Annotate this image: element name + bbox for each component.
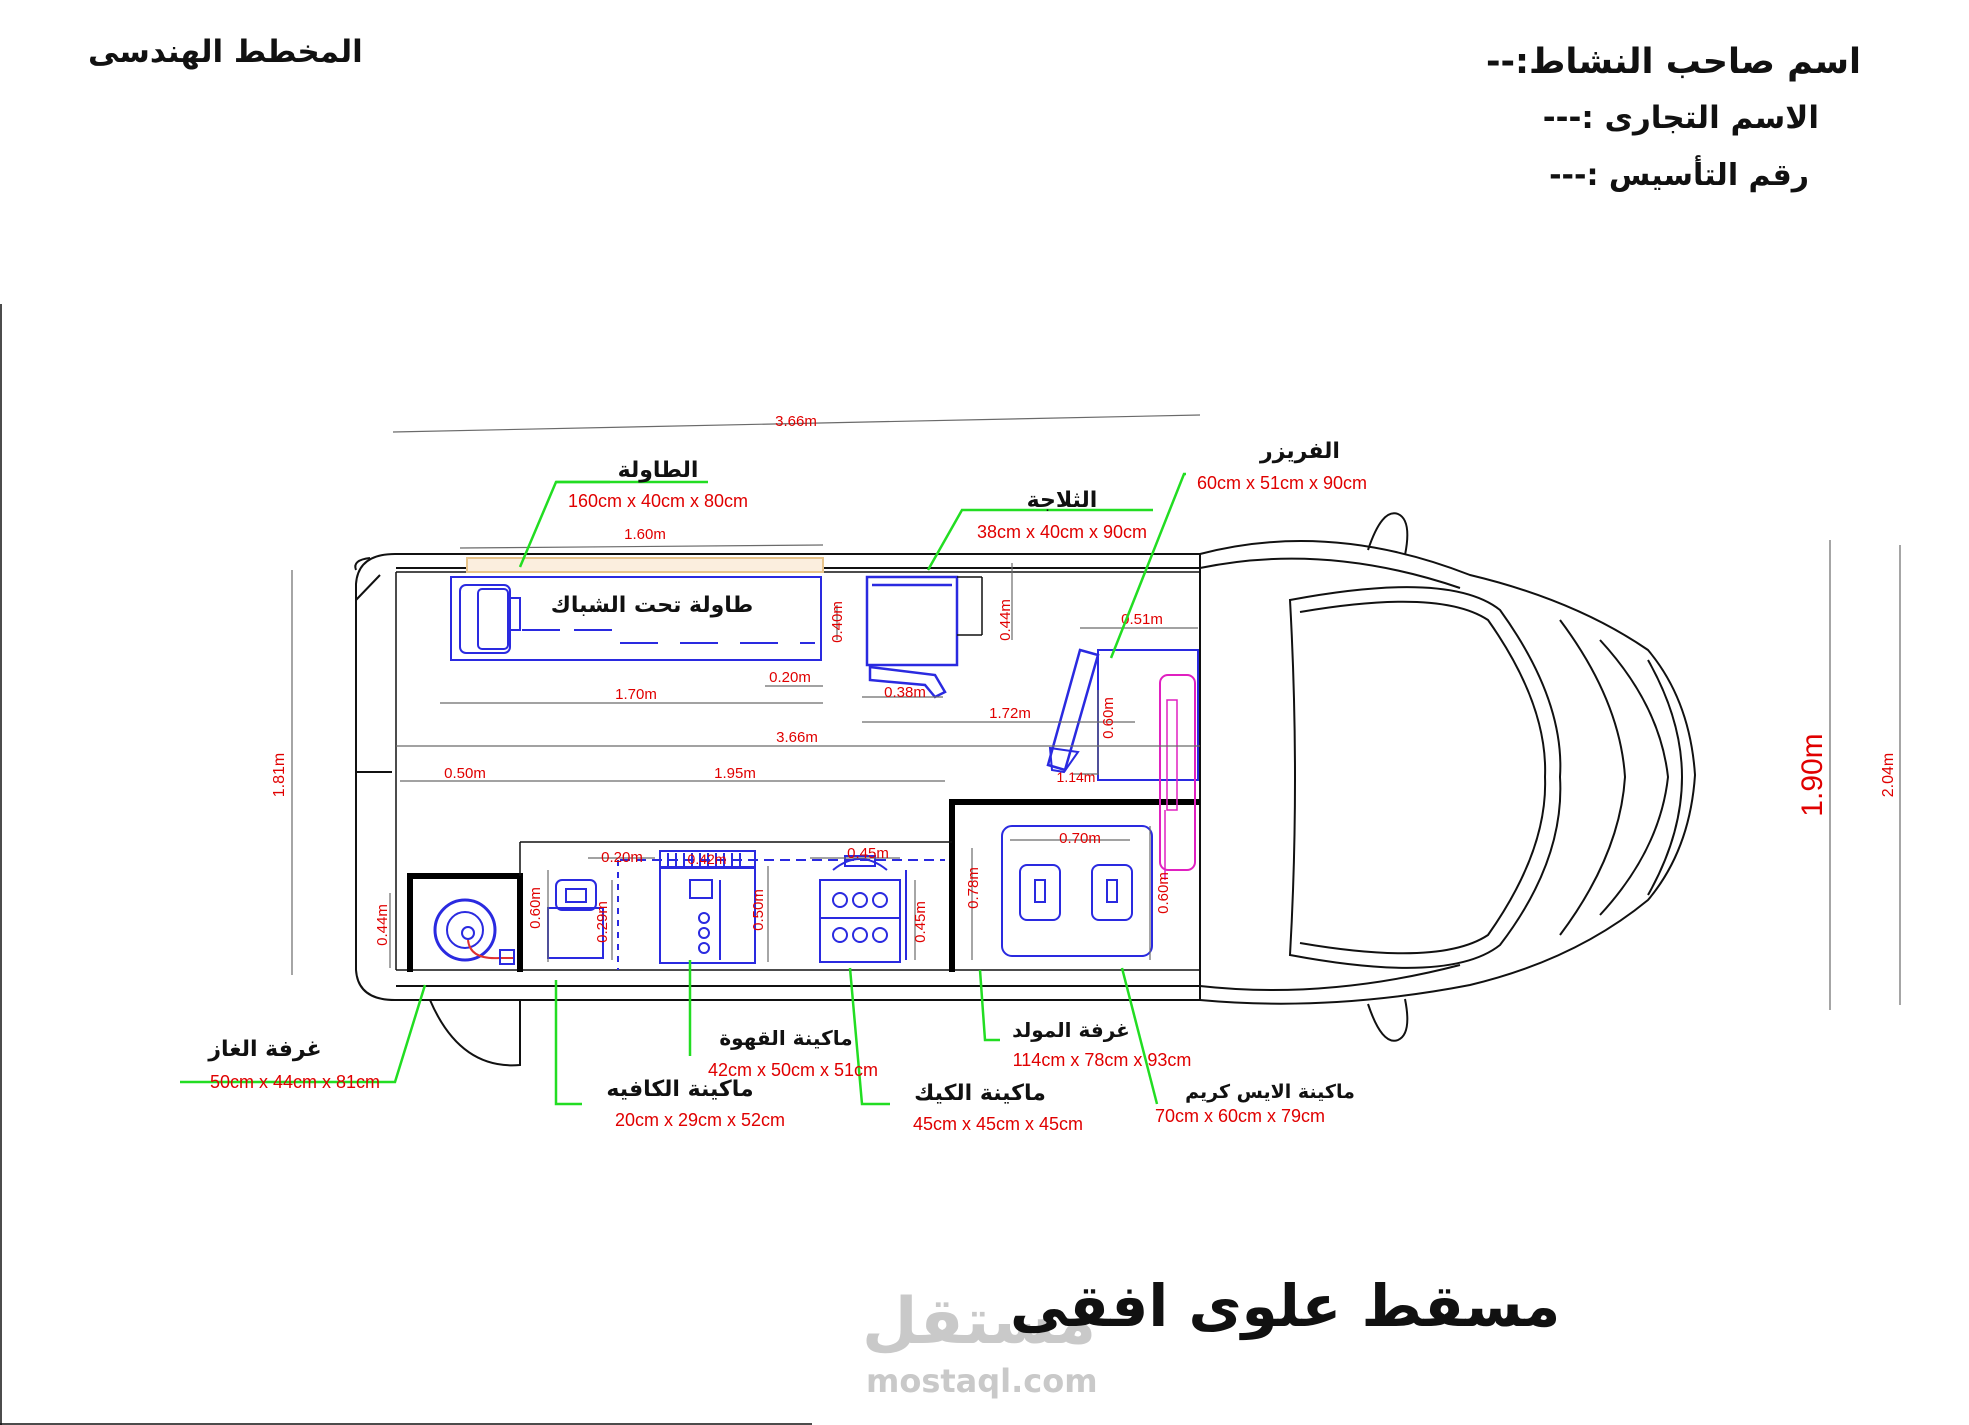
dim-freezer-width: 0.51m <box>1121 611 1163 628</box>
coffee-machine-name-label: ماكينة القهوة <box>719 1026 853 1050</box>
dim-cafe-width: 0.20m <box>601 849 643 866</box>
drawing-title: المخطط الهندسى <box>88 34 363 70</box>
dim-interior-width-right: 1.90m <box>1796 733 1829 817</box>
dim-seg-195: 1.95m <box>714 765 756 782</box>
dim-freezer-offset: 1.14m <box>1056 769 1096 785</box>
fridge-name-label: الثلاجة <box>1026 488 1098 513</box>
trade-name-line: الاسم التجارى :--- <box>1542 100 1819 136</box>
dim-gap-top: 0.20m <box>769 669 811 686</box>
dim-cafe-height: 0.29m <box>594 901 611 943</box>
freezer-size-label: 60cm x 51cm x 90cm <box>1196 473 1368 493</box>
dim-gas-depth: 0.44m <box>374 904 391 946</box>
dim-run-172: 1.72m <box>989 705 1031 722</box>
dim-seg-050: 0.50m <box>444 765 486 782</box>
table-name-label: الطاولة <box>617 458 699 483</box>
dim-overall-length-mid: 3.66m <box>776 729 818 746</box>
dim-icecream-width: 0.70m <box>1059 830 1101 847</box>
dim-cafe-depth: 0.60m <box>527 887 544 929</box>
dim-overall-width: 2.04m <box>1880 752 1897 798</box>
watermark-latin: mostaql.com <box>866 1362 1098 1400</box>
coffee-machine-unit <box>620 851 945 963</box>
dim-coffee-width: 0.42m <box>687 851 727 867</box>
coffee-machine-size-label: 42cm x 50cm x 51cm <box>707 1060 879 1080</box>
icecream-machine-size-label: 70cm x 60cm x 79cm <box>1154 1106 1326 1126</box>
cake-machine-size-label: 45cm x 45cm x 45cm <box>912 1114 1084 1134</box>
dim-table-length: 1.60m <box>624 526 666 543</box>
table-inner-label: طاولة تحت الشباك <box>550 593 754 618</box>
cafe-machine-name-label: ماكينة الكافيه <box>606 1077 754 1102</box>
dim-cake-width: 0.45m <box>847 845 889 862</box>
dim-fridge-width: 0.38m <box>884 684 926 701</box>
dim-interior-width-left: 1.81m <box>271 752 288 798</box>
fridge-unit <box>867 577 982 697</box>
dim-freezer-depth: 0.60m <box>1100 697 1117 739</box>
watermark-arabic: مستقل <box>862 1285 1097 1359</box>
dim-overall-length-top: 3.66m <box>775 413 817 430</box>
dim-table-depth: 0.40m <box>829 601 846 643</box>
dim-fridge-depth: 0.44m <box>997 599 1014 641</box>
icecream-machine-name-label: ماكينة الايس كريم <box>1185 1081 1355 1103</box>
dim-cake-depth: 0.45m <box>912 901 929 943</box>
generator-room-name-label: غرفة المولد <box>1012 1018 1130 1042</box>
partition-walls <box>410 802 1200 972</box>
dim-icecream-depth: 0.60m <box>1155 872 1172 914</box>
gas-cylinder <box>435 900 515 964</box>
owner-name-line: اسم صاحب النشاط:-- <box>1485 42 1861 82</box>
cafe-machine-size-label: 20cm x 29cm x 52cm <box>614 1110 786 1130</box>
dim-coffee-depth: 0.50m <box>750 889 767 931</box>
gas-room-name-label: غرفة الغاز <box>208 1037 322 1062</box>
table-size-label: 160cm x 40cm x 80cm <box>567 491 749 511</box>
gas-room-size-label: 50cm x 44cm x 81cm <box>209 1072 381 1092</box>
registration-number-line: رقم التأسيس :--- <box>1549 158 1809 193</box>
generator-room-size-label: 114cm x 78cm x 93cm <box>1012 1050 1192 1070</box>
fridge-size-label: 38cm x 40cm x 90cm <box>976 522 1148 542</box>
dim-generator-depth: 0.78m <box>965 867 982 909</box>
cake-machine-unit <box>820 856 906 962</box>
freezer-name-label: الفريزر <box>1260 439 1340 464</box>
dim-run-170: 1.70m <box>615 686 657 703</box>
plan-view-title: مسقط علوى افقى <box>1010 1272 1561 1340</box>
cake-machine-name-label: ماكينة الكيك <box>914 1081 1046 1106</box>
